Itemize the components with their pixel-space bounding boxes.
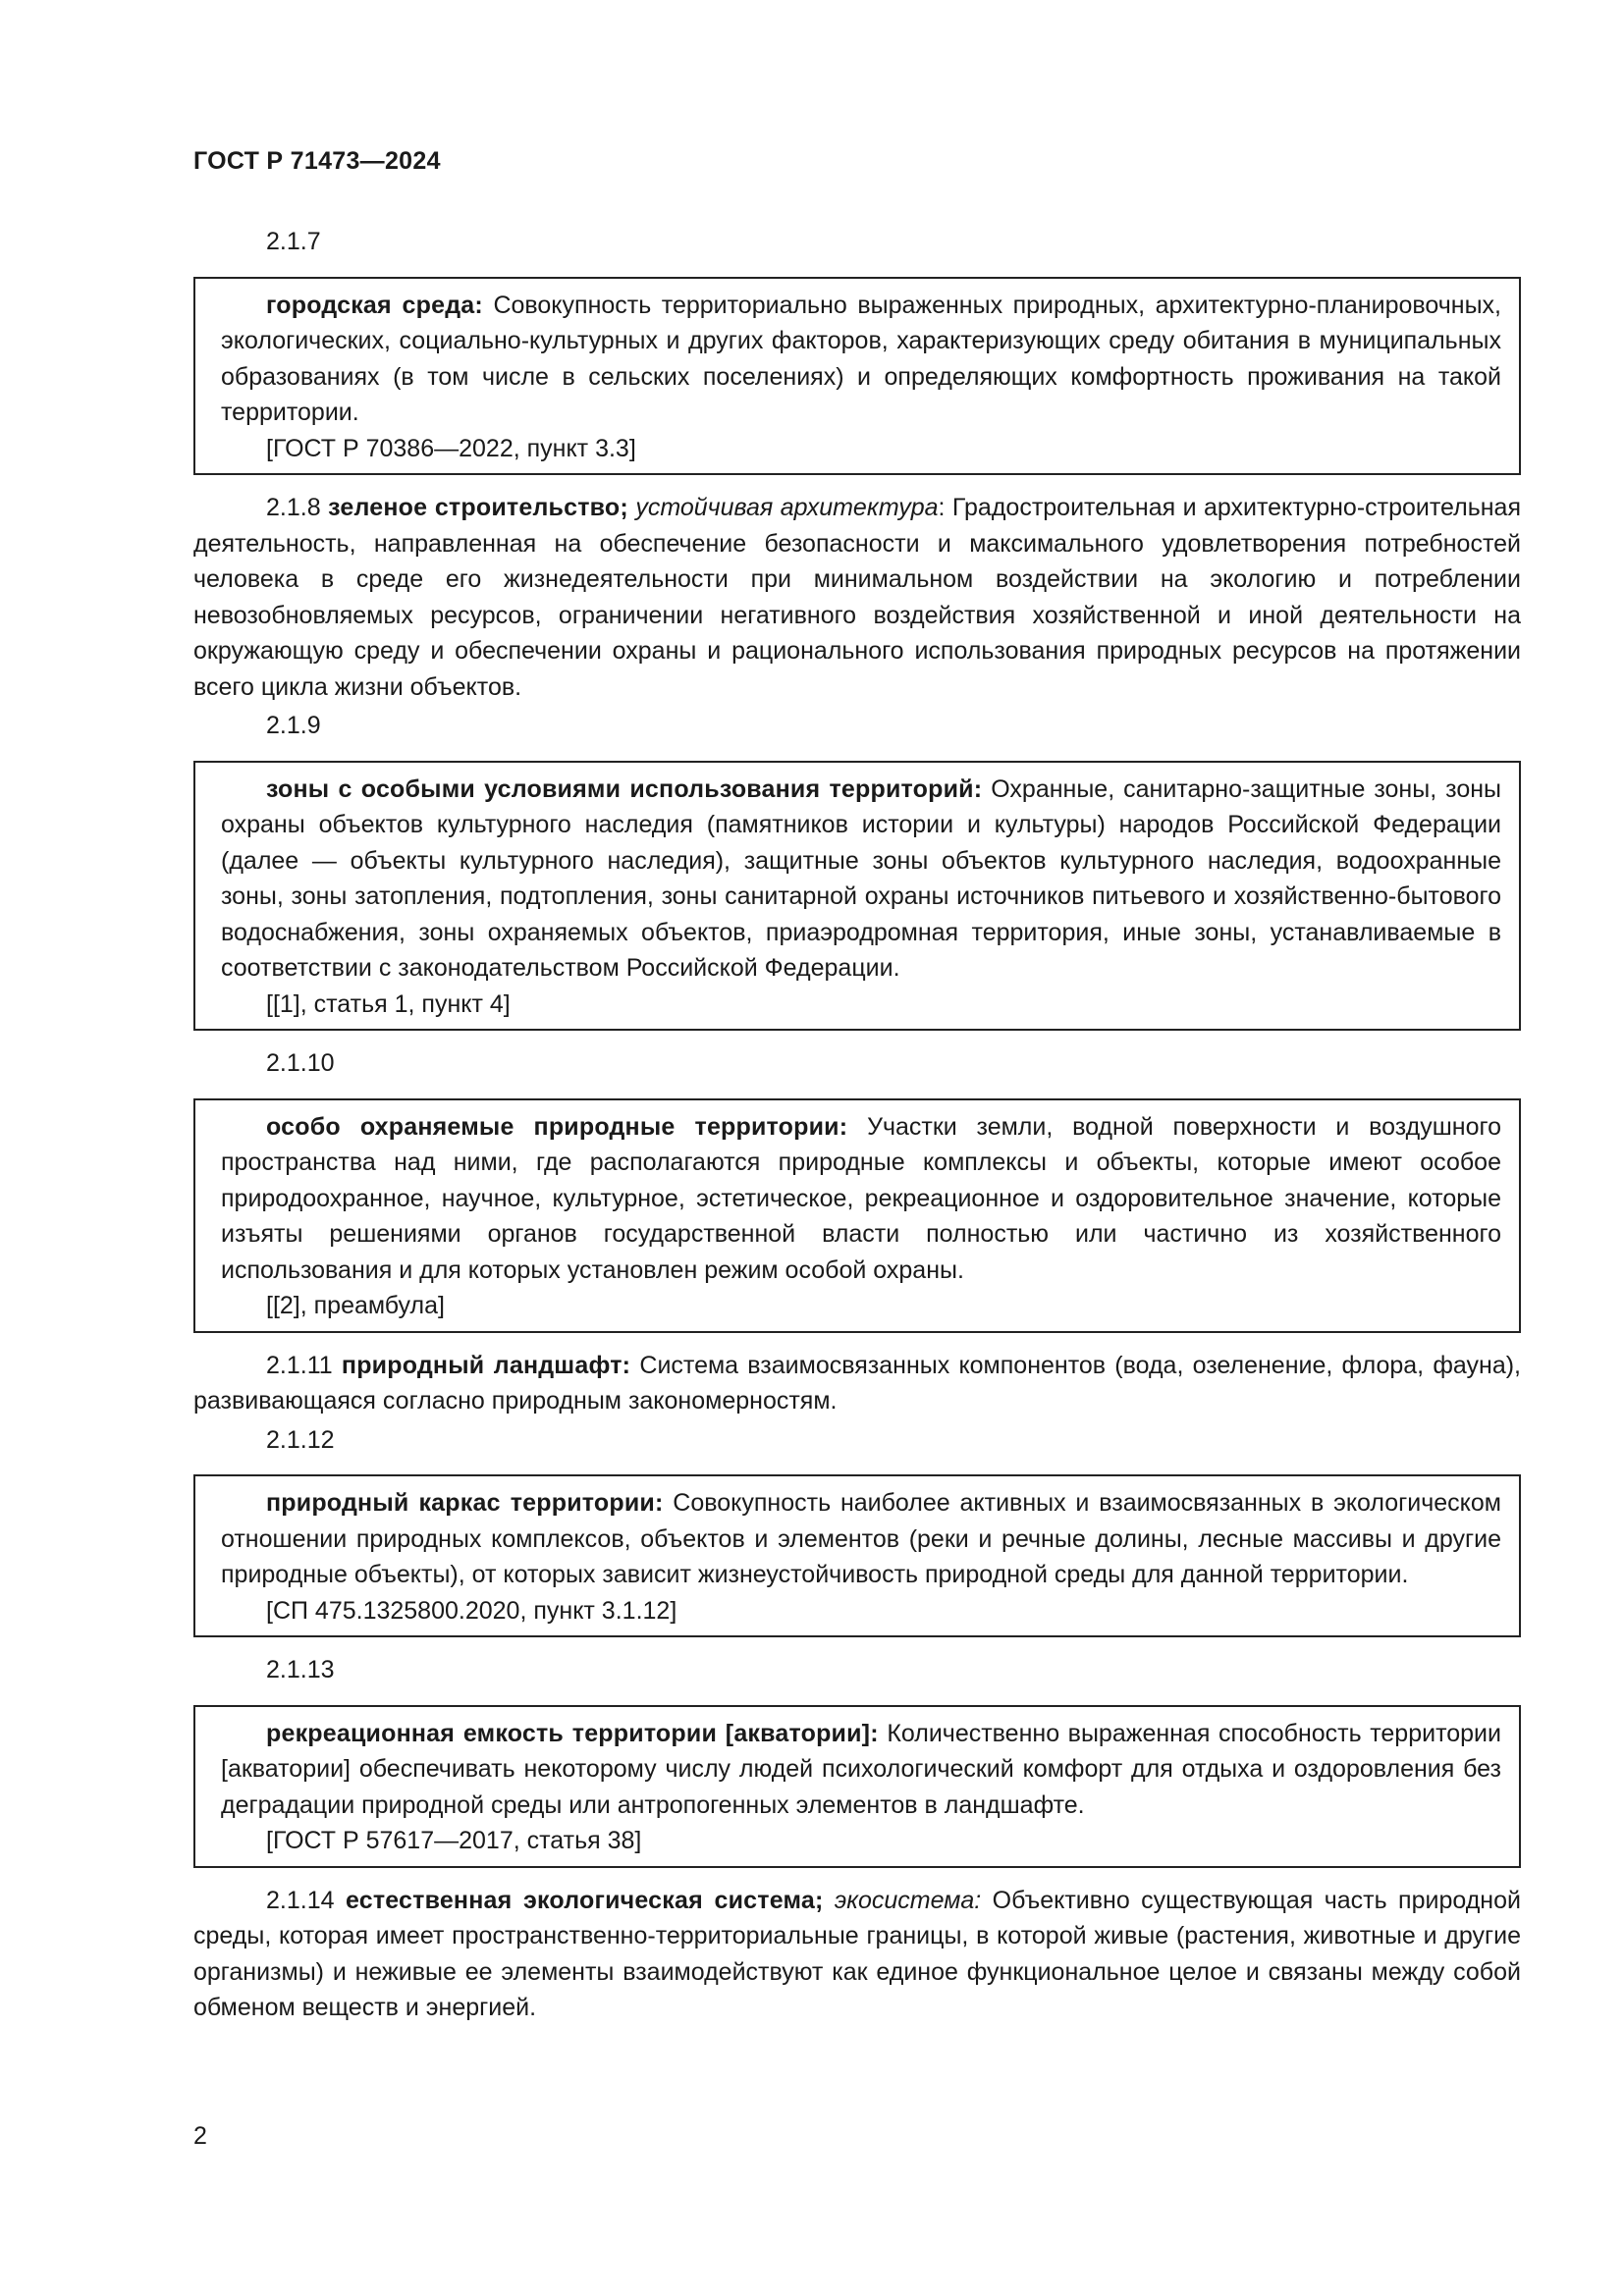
- term: естественная экологическая система;: [345, 1886, 824, 1914]
- definition-text: [221, 1716, 1501, 1824]
- document-header: ГОСТ Р 71473—2024: [193, 147, 441, 175]
- definition-box-2-1-9: [193, 761, 1521, 1032]
- term: рекреационная емкость территории [акватории]:: [266, 1719, 879, 1747]
- definition-text: [221, 1485, 1501, 1593]
- definition-box-2-1-10: [193, 1098, 1521, 1333]
- definition: : Градостроительная и архитектурно-строительная деятельность, направленная на обеспечение безопасности и максимального удовлетворения потребностей человека в среде его жизнедеятельности при минимальном воздействии на экологию и потреблении невозобновляемых ресурсов, ограничении негативного воздействия хозяйственной и иной деятельности на окружающую среду и обеспечении охраны и рационального использования природных ресурсов на протяжении всего цикла жизни объектов.: [193, 494, 1521, 701]
- definition-box-2-1-12: [193, 1474, 1521, 1637]
- definition: Система взаимосвязанных компонентов (вода, озеленение, флора, фауна), развивающаяся согласно природным закономерностям.: [193, 1351, 1521, 1415]
- definition: Количественно выраженная способность территории [акватории] обеспечивать некоторому числу людей психологический комфорт для отдыха и оздоровления без деградации природной среды или антропогенных элементов в ландшафте.: [221, 1719, 1501, 1819]
- definition-paragraph-2-1-11: [193, 1348, 1521, 1419]
- term: природный каркас территории:: [266, 1489, 664, 1517]
- definition-text: [221, 1109, 1501, 1289]
- section-number: 2.1.12: [266, 1425, 335, 1454]
- synonym: экосистема:: [834, 1886, 982, 1914]
- definition-box-2-1-7: [193, 277, 1521, 476]
- document-body: [193, 224, 1521, 2029]
- definition-text: [193, 490, 1521, 705]
- definition-text: [221, 772, 1501, 987]
- definition: Совокупность наиболее активных и взаимосвязанных в экологическом отношении природных комплексов, объектов и элементов (реки и речные долины, лесные массивы и другие природные объекты), от которых зависит жизнеустойчивость природной среды для данной территории.: [221, 1489, 1501, 1588]
- term: зеленое строительство;: [328, 494, 628, 521]
- source-reference: [[2], преамбула]: [266, 1292, 445, 1319]
- term: зоны с особыми условиями использования территорий:: [266, 774, 983, 803]
- section-number: 2.1.10: [266, 1049, 335, 1077]
- definition-text: [221, 288, 1501, 431]
- section-number: 2.1.14: [266, 1886, 335, 1914]
- section-number: 2.1.9: [266, 712, 321, 739]
- definition-text: [193, 1348, 1521, 1419]
- definition-text: [193, 1883, 1521, 2026]
- definition: Участки земли, водной поверхности и воздушного пространства над ними, где располагаются природные комплексы и объекты, которые имеют особое природоохранное, научное, культурное, эстетическое, рекреационное и оздоровительное значение, которые изъяты решениями органов государственной власти полностью или частично из хозяйственного использования и для которых установлен режим особой охраны.: [221, 1112, 1501, 1284]
- section-number: 2.1.8: [266, 494, 321, 521]
- term: особо охраняемые природные территории:: [266, 1112, 848, 1141]
- page-number: 2: [193, 2122, 207, 2150]
- source-reference: [ГОСТ Р 57617—2017, статья 38]: [266, 1827, 642, 1854]
- section-number: 2.1.11: [266, 1351, 333, 1379]
- source-reference: [СП 475.1325800.2020, пункт 3.1.12]: [266, 1596, 677, 1625]
- term: городская среда:: [266, 291, 483, 319]
- source-reference: [ГОСТ Р 70386—2022, пункт 3.3]: [266, 434, 636, 462]
- definition-paragraph-2-1-8: [193, 490, 1521, 705]
- source-reference: [[1], статья 1, пункт 4]: [266, 989, 511, 1018]
- definition: Совокупность территориально выраженных природных, архитектурно-планировочных, экологических, социально-культурных и других факторов, характеризующих среду обитания в муниципальных образованиях (в том числе в сельских поселениях) и определяющих комфортность проживания на такой территории.: [221, 291, 1501, 426]
- definition: Охранные, санитарно-защитные зоны, зоны охраны объектов культурного наследия (памятников истории и культуры) народов Российской Федерации (далее — объекты культурного наследия), защитные зоны объектов культурного наследия, водоохранные зоны, зоны затопления, подтопления, зоны санитарной охраны источников питьевого и хозяйственно-бытового водоснабжения, зоны охраняемых объектов, приаэродромная территория, иные зоны, устанавливаемые в соответствии с законодательством Российской Федерации.: [221, 774, 1502, 982]
- section-number: 2.1.13: [266, 1656, 335, 1683]
- term: природный ландшафт:: [341, 1351, 631, 1379]
- definition-paragraph-2-1-14: [193, 1883, 1521, 2026]
- definition-box-2-1-13: [193, 1705, 1521, 1868]
- definition: Объективно существующая часть природной среды, которая имеет пространственно-территориальные границы, в которой живые (растения, животные и другие организмы) и неживые ее элементы взаимодействуют как единое функциональное целое и связаны между собой обменом веществ и энергией.: [193, 1886, 1521, 2021]
- section-number: 2.1.7: [266, 228, 321, 255]
- synonym: устойчивая архитектура: [635, 494, 939, 521]
